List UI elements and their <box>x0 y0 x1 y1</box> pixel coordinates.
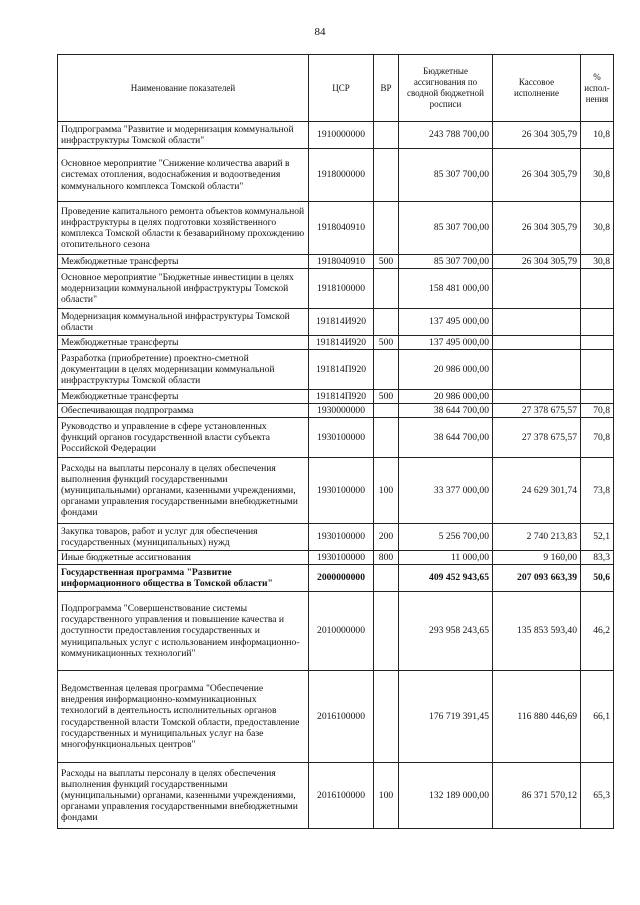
cell-pct <box>581 309 614 336</box>
cell-csr: 191814И920 <box>309 336 374 350</box>
cell-csr: 1930100000 <box>309 551 374 565</box>
cell-pct: 30,8 <box>581 202 614 255</box>
cell-name: Иные бюджетные ассигнования <box>58 551 309 565</box>
cell-name: Подпрограмма "Развитие и модернизация коммунальной инфраструктуры Томской области" <box>58 122 309 149</box>
cell-pct: 30,8 <box>581 255 614 269</box>
cell-vr: 100 <box>374 458 399 524</box>
table-row <box>58 763 614 829</box>
cell-vr <box>374 565 399 592</box>
cell-budget: 158 481 000,00 <box>399 269 493 309</box>
table-row <box>58 551 614 565</box>
cell-vr <box>374 350 399 390</box>
cell-vr: 500 <box>374 390 399 404</box>
cell-budget: 38 644 700,00 <box>399 404 493 418</box>
cell-cash: 207 093 663,39 <box>493 565 581 592</box>
cell-pct: 66,1 <box>581 671 614 763</box>
table-row <box>58 350 614 390</box>
cell-budget: 293 958 243,65 <box>399 592 493 671</box>
cell-csr: 2000000000 <box>309 565 374 592</box>
cell-cash <box>493 269 581 309</box>
table-row <box>58 418 614 458</box>
cell-budget: 20 986 000,00 <box>399 390 493 404</box>
table-row <box>58 202 614 255</box>
cell-csr: 1918040910 <box>309 255 374 269</box>
cell-vr: 200 <box>374 524 399 551</box>
cell-cash <box>493 350 581 390</box>
cell-vr: 100 <box>374 763 399 829</box>
cell-name: Основное мероприятие "Бюджетные инвестиции в целях модернизации коммунальной инфраструктуры Томской области" <box>58 269 309 309</box>
cell-name: Модернизация коммунальной инфраструктуры Томской области <box>58 309 309 336</box>
cell-csr: 1930100000 <box>309 418 374 458</box>
cell-cash: 116 880 446,69 <box>493 671 581 763</box>
cell-pct: 83,3 <box>581 551 614 565</box>
cell-name: Межбюджетные трансферты <box>58 336 309 350</box>
cell-pct: 30,8 <box>581 149 614 202</box>
page-number: 84 <box>314 26 326 38</box>
cell-pct: 73,8 <box>581 458 614 524</box>
cell-budget: 33 377 000,00 <box>399 458 493 524</box>
cell-cash <box>493 390 581 404</box>
cell-pct <box>581 350 614 390</box>
cell-pct: 65,3 <box>581 763 614 829</box>
cell-name: Межбюджетные трансферты <box>58 390 309 404</box>
cell-csr: 2016100000 <box>309 671 374 763</box>
cell-name: Подпрограмма "Совершенствование системы государственного управления и повышение качества и доступности предоставления государственных и муниципальных услуг с использованием информационно-коммуникационных технологий" <box>58 592 309 671</box>
cell-pct: 50,6 <box>581 565 614 592</box>
header-cash: Кассовое исполнение <box>493 55 581 122</box>
cell-budget: 409 452 943,65 <box>399 565 493 592</box>
cell-vr: 500 <box>374 336 399 350</box>
cell-budget: 137 495 000,00 <box>399 309 493 336</box>
cell-cash: 135 853 593,40 <box>493 592 581 671</box>
cell-pct <box>581 390 614 404</box>
table-header-row <box>58 55 614 122</box>
cell-csr: 1930000000 <box>309 404 374 418</box>
cell-csr: 1918040910 <box>309 202 374 255</box>
cell-cash: 26 304 305,79 <box>493 122 581 149</box>
cell-pct: 52,1 <box>581 524 614 551</box>
cell-pct <box>581 269 614 309</box>
cell-budget: 85 307 700,00 <box>399 149 493 202</box>
cell-name: Межбюджетные трансферты <box>58 255 309 269</box>
cell-cash: 27 378 675,57 <box>493 418 581 458</box>
header-name: Наименование показателей <box>58 55 309 122</box>
cell-name: Руководство и управление в сфере установленных функций органов государственной власти субъекта Российской Федерации <box>58 418 309 458</box>
cell-cash: 2 740 213,83 <box>493 524 581 551</box>
cell-vr <box>374 269 399 309</box>
cell-budget: 132 189 000,00 <box>399 763 493 829</box>
cell-cash: 9 160,00 <box>493 551 581 565</box>
cell-budget: 11 000,00 <box>399 551 493 565</box>
cell-cash: 26 304 305,79 <box>493 255 581 269</box>
cell-vr <box>374 149 399 202</box>
cell-name: Проведение капитального ремонта объектов коммунальной инфраструктуры в целях подготовки хозяйственного комплекса Томской области к безаварийному прохождению отопительного сезона <box>58 202 309 255</box>
cell-cash <box>493 336 581 350</box>
cell-vr <box>374 202 399 255</box>
cell-vr <box>374 309 399 336</box>
cell-budget: 5 256 700,00 <box>399 524 493 551</box>
cell-cash: 26 304 305,79 <box>493 202 581 255</box>
table-body <box>58 122 614 829</box>
cell-budget: 243 788 700,00 <box>399 122 493 149</box>
table-row <box>58 592 614 671</box>
cell-vr <box>374 404 399 418</box>
cell-vr: 500 <box>374 255 399 269</box>
table-row <box>58 671 614 763</box>
cell-name: Разработка (приобретение) проектно-сметной документации в целях модернизации коммунальной инфраструктуры Томской области <box>58 350 309 390</box>
header-pct: % испол- нения <box>581 55 614 122</box>
table-row <box>58 404 614 418</box>
cell-budget: 85 307 700,00 <box>399 255 493 269</box>
cell-csr: 2010000000 <box>309 592 374 671</box>
cell-cash: 27 378 675,57 <box>493 404 581 418</box>
cell-pct: 10,8 <box>581 122 614 149</box>
cell-vr <box>374 418 399 458</box>
cell-budget: 38 644 700,00 <box>399 418 493 458</box>
cell-cash: 86 371 570,12 <box>493 763 581 829</box>
cell-pct: 46,2 <box>581 592 614 671</box>
cell-csr: 1930100000 <box>309 524 374 551</box>
cell-cash: 26 304 305,79 <box>493 149 581 202</box>
table-row <box>58 149 614 202</box>
table-row <box>58 524 614 551</box>
table-row <box>58 255 614 269</box>
cell-cash: 24 629 301,74 <box>493 458 581 524</box>
cell-csr: 2016100000 <box>309 763 374 829</box>
cell-pct: 70,8 <box>581 404 614 418</box>
cell-csr: 191814П920 <box>309 390 374 404</box>
cell-csr: 1918100000 <box>309 269 374 309</box>
cell-vr <box>374 671 399 763</box>
cell-vr <box>374 592 399 671</box>
cell-pct: 70,8 <box>581 418 614 458</box>
budget-execution-table <box>57 54 614 829</box>
cell-csr: 191814П920 <box>309 350 374 390</box>
cell-name: Закупка товаров, работ и услуг для обеспечения государственных (муниципальных) нужд <box>58 524 309 551</box>
cell-csr: 191814И920 <box>309 309 374 336</box>
header-vr: ВР <box>374 55 399 122</box>
table-row <box>58 336 614 350</box>
header-csr: ЦСР <box>309 55 374 122</box>
cell-vr <box>374 122 399 149</box>
cell-budget: 85 307 700,00 <box>399 202 493 255</box>
cell-name: Расходы на выплаты персоналу в целях обеспечения выполнения функций государственными (муниципальными) органами, казенными учреждениями, органами управления государственными внебюджетными фондами <box>58 763 309 829</box>
table-row <box>58 458 614 524</box>
cell-csr: 1918000000 <box>309 149 374 202</box>
cell-name: Основное мероприятие "Снижение количества аварий в системах отопления, водоснабжения и водоотведения коммунального комплекса Томской области" <box>58 149 309 202</box>
cell-name: Обеспечивающая подпрограмма <box>58 404 309 418</box>
cell-cash <box>493 309 581 336</box>
cell-csr: 1930100000 <box>309 458 374 524</box>
table-row <box>58 309 614 336</box>
table-row <box>58 565 614 592</box>
cell-budget: 20 986 000,00 <box>399 350 493 390</box>
cell-budget: 137 495 000,00 <box>399 336 493 350</box>
cell-pct <box>581 336 614 350</box>
table-row <box>58 269 614 309</box>
cell-name: Государственная программа "Развитие информационного общества в Томской области" <box>58 565 309 592</box>
cell-budget: 176 719 391,45 <box>399 671 493 763</box>
cell-csr: 1910000000 <box>309 122 374 149</box>
table-row <box>58 122 614 149</box>
cell-name: Расходы на выплаты персоналу в целях обеспечения выполнения функций государственными (муниципальными) органами, казенными учреждениями, органами управления государственными внебюджетными фондами <box>58 458 309 524</box>
header-budget: Бюджетные ассигнования по сводной бюджетной росписи <box>399 55 493 122</box>
cell-vr: 800 <box>374 551 399 565</box>
cell-name: Ведомственная целевая программа "Обеспечение внедрения информационно-коммуникационных технологий в деятельность исполнительных органов государственной власти Томской области, предоставление государственных и муниципальных услуг на базе многофункциональных центров" <box>58 671 309 763</box>
table-row <box>58 390 614 404</box>
